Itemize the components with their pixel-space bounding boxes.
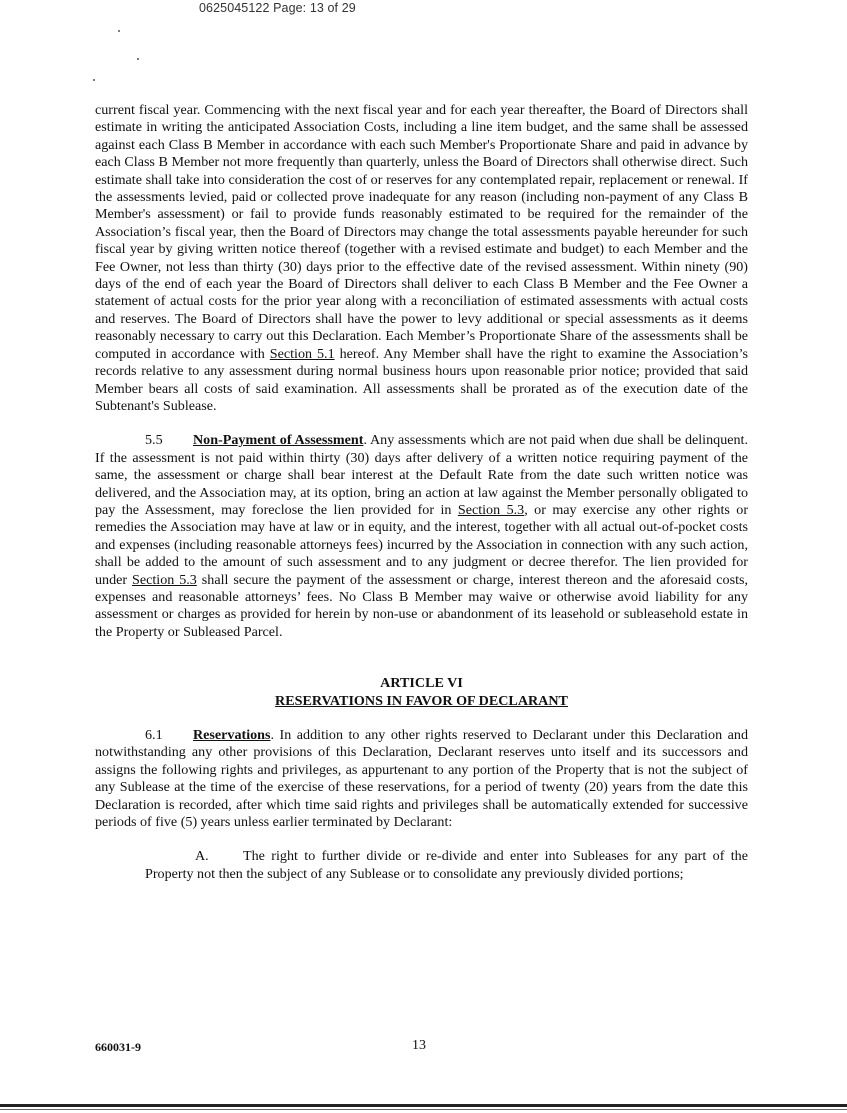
subparagraph-a: A. The right to further divide or re-divide and enter into Subleases for any part of the Property not then the subject of any Sublease or to consolidate any previously divided portions; bbox=[145, 848, 748, 882]
section-reference: Section 5.3 bbox=[132, 571, 197, 588]
section-6-1: 6.1 Reservations. In addition to any other rights reserved to Declarant under this Declaration and notwithstanding any other provisions of this Declaration, Declarant reserves unto itself and its successors and assigns the following rights and privileges, as appurtenant to any portion of the Property that is not the subject of any Sublease at the time of the exercise of these reservations, for a period of twenty (20) years from the date this Declaration is recorded, after which time said rights and privileges shall be automatically extended for successive periods of five (5) years unless earlier terminated by Declarant: bbox=[95, 727, 748, 831]
section-number: 5.5 bbox=[145, 432, 163, 449]
scan-edge-line bbox=[0, 1109, 847, 1110]
section-title: Reservations bbox=[193, 727, 271, 743]
footer-page-number: 13 bbox=[412, 1038, 426, 1053]
section-reference: Section 5.3 bbox=[457, 501, 525, 518]
document-body bbox=[95, 102, 748, 883]
section-title: Non-Payment of Assessment bbox=[193, 432, 364, 449]
section-reference: Section 5.1 bbox=[269, 345, 335, 362]
scan-speck bbox=[137, 58, 139, 60]
scan-speck bbox=[118, 30, 120, 32]
document-page-header: 0625045122 Page: 13 of 29 bbox=[199, 1, 356, 15]
footer-document-id: 660031-9 bbox=[95, 1040, 141, 1054]
article-title: RESERVATIONS IN FAVOR OF DECLARANT bbox=[275, 692, 568, 709]
section-5-5: 5.5 Non-Payment of Assessment. Any assessments which are not paid when due shall be delinquent. If the assessment is not paid within thirty (30) days after delivery of a written notice requiring payment of the same, the assessment or charge shall bear interest at the Default Rate from the date such written notice was delivered, and the Association may, at its option, bring an action at law against the Member personally obligated to pay the Assessment, may foreclose the lien provided for in Section 5.3, or may exercise any other rights or remedies the Association may have at law or in equity, and the interest, together with all actual out-of-pocket costs and expenses (including reasonable attorneys fees) incurred by the Association in connection with any such action, shall be added to the amount of such assessment and to any judgment or decree therefor. The lien provided for under Section 5.3 shall secure the payment of the assessment or charge, interest thereon and the aforesaid costs, expenses and reasonable attorneys’ fees. No Class B Member may waive or otherwise avoid liability for any assessment or charges as provided for herein by non-use or abandonment of its leasehold or subleasehold estate in the Property or Subleased Parcel. bbox=[95, 432, 749, 640]
paragraph-continued: current fiscal year. Commencing with the next fiscal year and for each year thereafter, the Board of Directors shall estimate in writing the anticipated Association Costs, including a line item budget, and the same shall be assessed against each Class B Member in accordance with each such Member's Proportionate Share and paid in advance by each Class B Member not more frequently than quarterly, unless the Board of Directors shall otherwise direct. Such estimate shall take into consideration the cost of or reserves for any contemplated repair, replacement or renewal. If the assessments levied, paid or collected prove inadequate for any reason (including non-payment of any Class B Member's assessment) or fail to provide funds reasonably estimated to be required for the remainder of the Association’s fiscal year, then the Board of Directors may change the total assessments payable hereunder for such fiscal year by giving written notice thereof (together with a revised estimate and budget) to each Member and the Fee Owner, not less than thirty (30) days prior to the effective date of the revised assessment. Within ninety (90) days of the end of each year the Board of Directors shall deliver to each Class B Member and the Fee Owner a statement of actual costs for the prior year along with a reconciliation of estimated assessments with actual costs and reserves. The Board of Directors shall have the power to levy additional or special assessments as it deems reasonably necessary to carry out this Declaration. Each Member’s Proportionate Share of the assessments shall be computed in accordance with Section 5.1 hereof. Any Member shall have the right to examine the Association’s records relative to any assessment during normal business hours upon reasonable prior notice; provided that said Member bears all costs of said examination. All assessments shall be prorated as of the execution date of the Subtenant's Sublease. bbox=[95, 102, 748, 414]
scan-edge-line bbox=[0, 1104, 847, 1107]
scan-speck bbox=[93, 79, 95, 81]
article-heading: ARTICLE VI bbox=[380, 675, 463, 692]
subparagraph-letter: A. bbox=[195, 848, 209, 865]
section-number: 6.1 bbox=[145, 727, 163, 743]
